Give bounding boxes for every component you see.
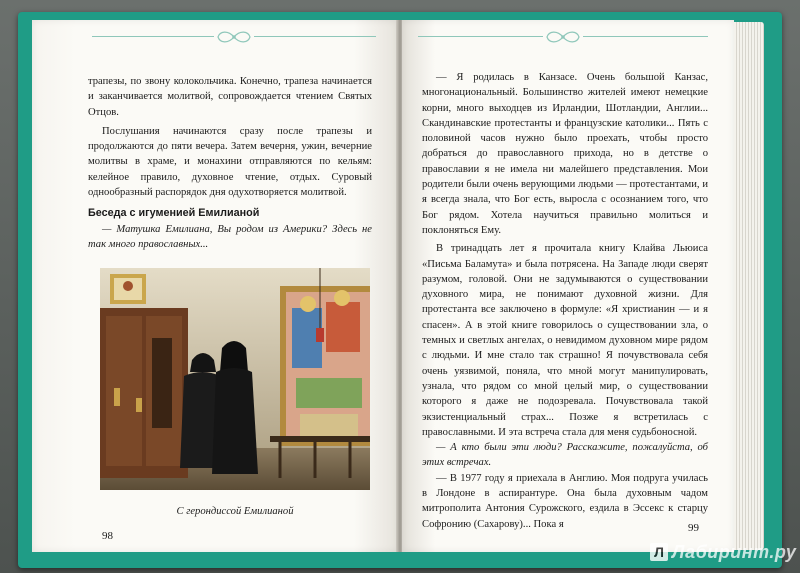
right-paragraph-3: — В 1977 году я приехала в Англию. Моя подруга училась в Лондоне в аспирантуре. Она была духовным чадом митрополита Антония Сурожского, ездила в Эссекс к старцу Софронию (Сахарову)... Пока я	[422, 472, 708, 530]
right-page-text	[422, 70, 708, 532]
right-header-ornament	[418, 26, 708, 48]
page-edges	[734, 22, 764, 550]
page-number-right: 99	[688, 522, 699, 534]
left-paragraph-2: Послушания начинаются сразу после трапезы и продолжаются до пяти вечера. Затем вечерня, ужин, вечерние молитвы в храме, и монахини отправляются по кельям: келейное правило, духовное чтение, отдых. Суровый однообразный распорядок дня одухотворяется молитвой.	[88, 125, 372, 199]
section-heading: Беседа с игуменией Емилианой	[88, 207, 260, 220]
page-number-left: 98	[102, 530, 113, 542]
labirint-logo-icon: Л	[650, 543, 668, 561]
interview-question: — Матушка Емилиана, Вы родом из Америки? Здесь не так много православных...	[88, 223, 372, 250]
watermark	[650, 540, 796, 564]
left-header-ornament	[92, 26, 376, 48]
left-paragraph-1: трапезы, по звону колокольчика. Конечно, трапеза начинается и заканчивается молитвой, сопровождается чтением Святых Отцов.	[88, 76, 372, 118]
interview-question-2: — А кто были эти люди? Расскажите, пожалуйста, об этих встречах.	[422, 442, 708, 469]
photo-illustration	[100, 268, 370, 490]
photo-nuns-in-church	[100, 268, 370, 490]
right-paragraph-1: — Я родилась в Канзасе. Очень большой Канзас, многонациональный. Большинство жителей имеют немецкие корни, много выходцев из Ирландии, Шотландии, Англии... Скандинавские протестанты и французские католики... Пять с половиной часов нужно было проехать, чтобы просто добраться до православного прихода, но в детстве о православии я не имела ни малейшего представления. Мои родители были очень верующими людьми — протестантами, и я всегда знала, что Бог есть, выросла с осознанием того, что Бог рядом. Хотела научиться правильно молиться и поклоняться Ему.	[422, 72, 708, 236]
watermark-text: Лабиринт.ру	[672, 541, 797, 562]
photo-caption: С герондиссой Емилианой	[176, 506, 294, 517]
right-paragraph-2: В тринадцать лет я прочитала книгу Клайва Льюиса «Письма Баламута» и была потрясена. На Западе люди сверят разумом, головой. Они не задумываются о существовании духовного мира, не понимают духовной жизни. Для протестанта все заключено в формуле: «Я христианин — и я спасен». А в этой книге говорилось о существовании зла, о темных и светлых ангелах, о невидимом духовном мире рядом с людьми. И мне стало так страшно! Я почувствовала себя очень уязвимой, поняла, что мной могут манипулировать, узнала, что рядом со мной целый мир, о существовании которого я даже не подозревала. Почувствовала такой экзистенциальный страх... Позже я встретилась с православными. И эта встреча стала для меня судьбоносной.	[422, 243, 708, 438]
floral-ornament-icon	[543, 28, 583, 46]
left-page-text	[88, 74, 372, 252]
floral-ornament-icon	[214, 28, 254, 46]
